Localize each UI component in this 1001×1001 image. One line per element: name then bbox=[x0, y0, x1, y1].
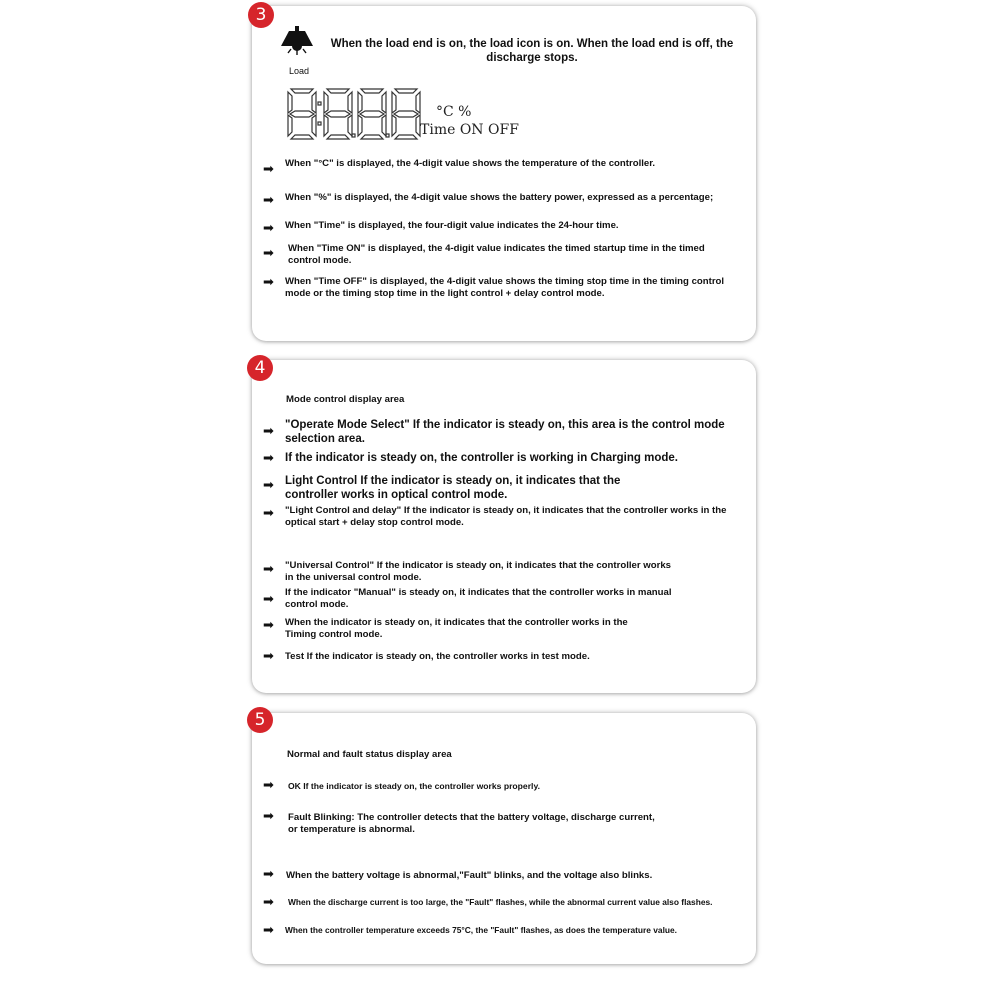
arrow-bullet-icon: ➡ bbox=[263, 866, 274, 881]
bullet-text: When the discharge current is too large, the "Fault" flashes, while the abnormal current value also flashes. bbox=[288, 897, 713, 907]
arrow-bullet-icon: ➡ bbox=[263, 617, 274, 632]
section-heading: Normal and fault status display area bbox=[287, 749, 452, 760]
bullet-text: "Operate Mode Select" If the indicator is steady on, this area is the control mode selection area. bbox=[285, 419, 725, 445]
arrow-bullet-icon: ➡ bbox=[263, 477, 274, 492]
arrow-bullet-icon: ➡ bbox=[263, 561, 274, 576]
bullet-text: "Universal Control" If the indicator is steady on, it indicates that the controller works in the universal control mode. bbox=[285, 560, 671, 583]
bullet-text: When the battery voltage is abnormal,"Fault" blinks, and the voltage also blinks. bbox=[286, 870, 653, 881]
arrow-bullet-icon: ➡ bbox=[263, 423, 274, 438]
bullet-text: If the indicator is steady on, the controller is working in Charging mode. bbox=[285, 452, 678, 464]
section-number-badge: 3 bbox=[248, 2, 274, 28]
arrow-bullet-icon: ➡ bbox=[263, 161, 274, 176]
lcd-time-labels: Time ON OFF bbox=[420, 122, 519, 138]
arrow-bullet-icon: ➡ bbox=[263, 192, 274, 207]
bullet-text: When "%" is displayed, the 4-digit value shows the battery power, expressed as a percentage; bbox=[285, 192, 714, 203]
bullet-text: OK If the indicator is steady on, the controller works properly. bbox=[288, 781, 540, 791]
bullet-text: Light Control If the indicator is steady on, it indicates that the controller works in optical control mode. bbox=[285, 475, 621, 501]
arrow-bullet-icon: ➡ bbox=[263, 808, 274, 823]
arrow-bullet-icon: ➡ bbox=[263, 648, 274, 663]
card-mode-control bbox=[252, 360, 756, 693]
arrow-bullet-icon: ➡ bbox=[263, 922, 274, 937]
arrow-bullet-icon: ➡ bbox=[263, 777, 274, 792]
bullet-text: Test If the indicator is steady on, the controller works in test mode. bbox=[285, 651, 590, 662]
section-heading: Mode control display area bbox=[286, 394, 405, 405]
arrow-bullet-icon: ➡ bbox=[263, 220, 274, 235]
section-number-badge: 5 bbox=[247, 707, 273, 733]
arrow-bullet-icon: ➡ bbox=[263, 245, 274, 260]
bullet-text: When "Time OFF" is displayed, the 4-digit value shows the timing stop time in the timing control mode or the timing stop time in the light control + delay control mode. bbox=[285, 276, 725, 299]
load-description: When the load end is on, the load icon is on. When the load end is off, the discharge stops. bbox=[330, 38, 734, 64]
bullet-text: When the indicator is steady on, it indicates that the controller works in the Timing control mode. bbox=[285, 617, 628, 640]
section-number-badge: 4 bbox=[247, 355, 273, 381]
bullet-text: When "°C" is displayed, the 4-digit value shows the temperature of the controller. bbox=[285, 158, 656, 169]
bullet-text: When "Time ON" is displayed, the 4-digit value indicates the timed startup time in the timed control mode. bbox=[288, 243, 705, 266]
arrow-bullet-icon: ➡ bbox=[263, 894, 274, 909]
lcd-units: °C % bbox=[436, 104, 472, 120]
bullet-text: If the indicator "Manual" is steady on, it indicates that the controller works in manual control mode. bbox=[285, 587, 672, 610]
arrow-bullet-icon: ➡ bbox=[263, 450, 274, 465]
load-label: Load bbox=[289, 66, 310, 76]
arrow-bullet-icon: ➡ bbox=[263, 591, 274, 606]
lamp-icon bbox=[280, 26, 314, 56]
bullet-text: Fault Blinking: The controller detects that the battery voltage, discharge current, or temperature is abnormal. bbox=[288, 812, 655, 835]
bullet-text: "Light Control and delay" If the indicator is steady on, it indicates that the controller works in the optical start + delay stop control mode. bbox=[285, 505, 727, 528]
arrow-bullet-icon: ➡ bbox=[263, 505, 274, 520]
bullet-text: When the controller temperature exceeds 75°C, the "Fault" flashes, as does the temperature value. bbox=[285, 925, 678, 935]
lcd-digits bbox=[287, 88, 421, 140]
arrow-bullet-icon: ➡ bbox=[263, 274, 274, 289]
card-status-display bbox=[252, 710, 756, 964]
card-load-display bbox=[252, 6, 756, 341]
bullet-text: When "Time" is displayed, the four-digit value indicates the 24-hour time. bbox=[285, 220, 619, 231]
